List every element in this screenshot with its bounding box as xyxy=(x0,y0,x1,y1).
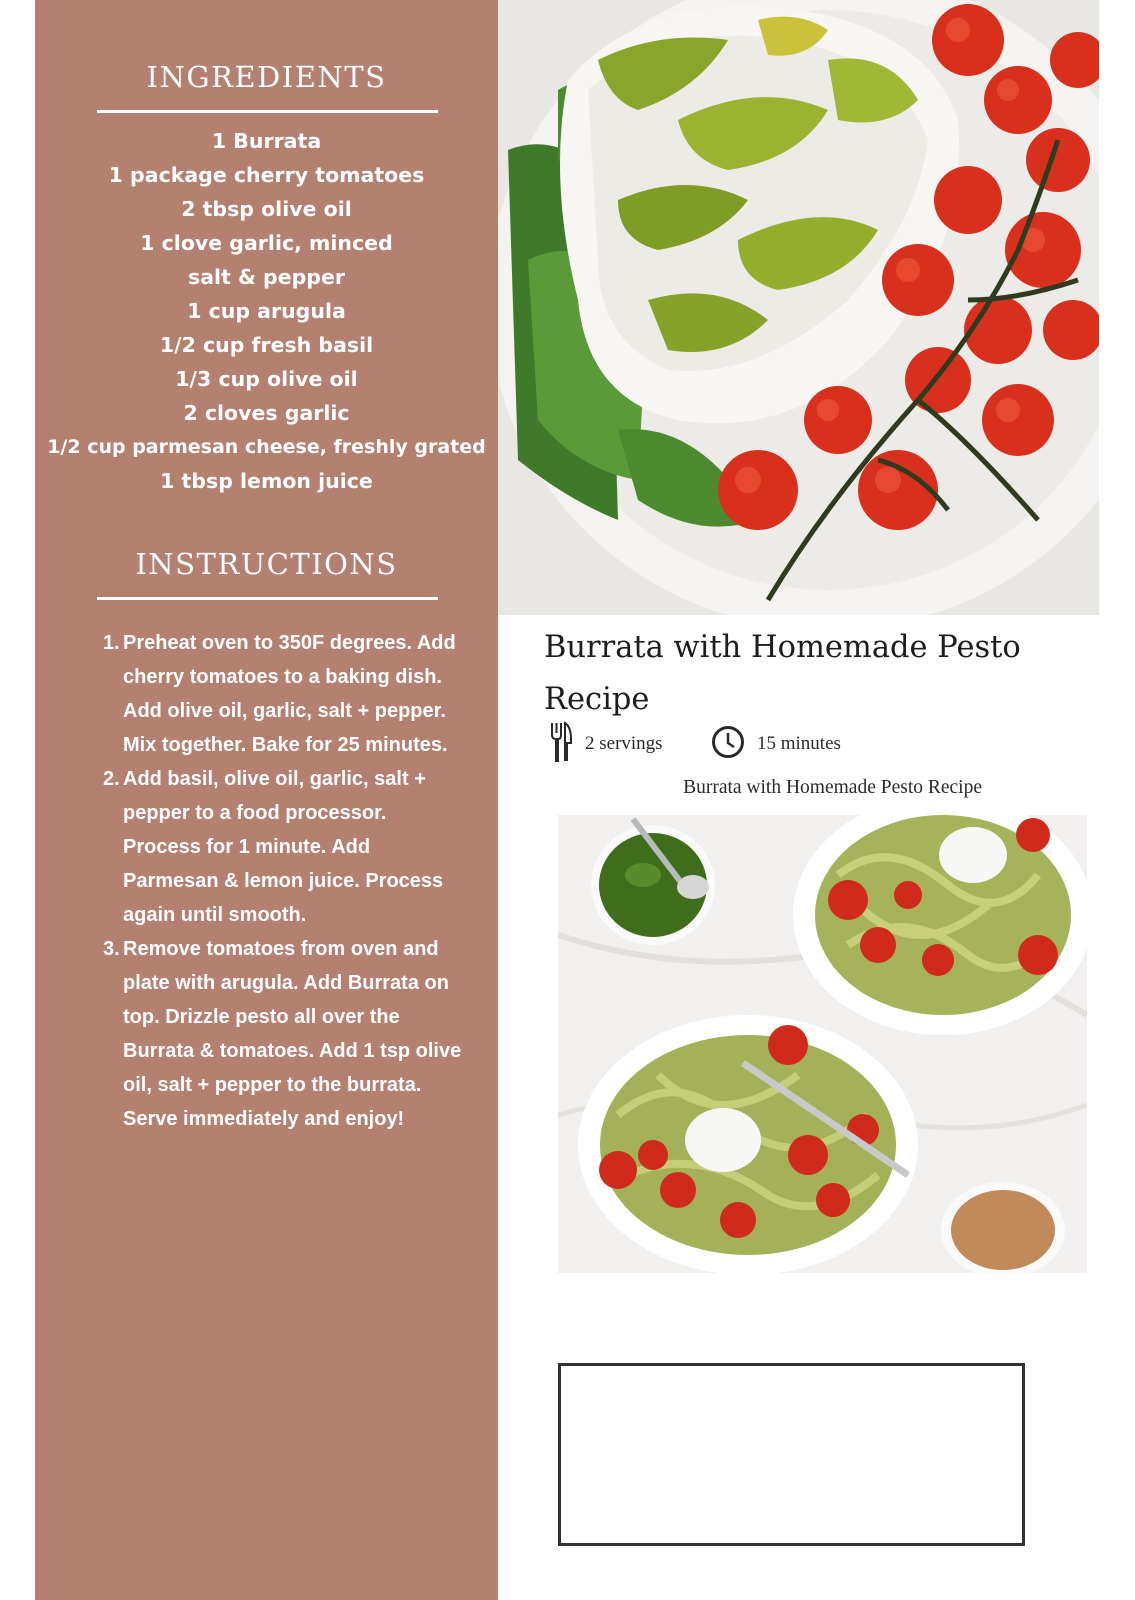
time-info xyxy=(711,722,841,766)
step-text: Remove tomatoes from oven and plate with arugula. Add Burrata on top. Drizzle pesto all over the Burrata & tomatoes. Add 1 tsp olive oil, salt + pepper to the burrata. Serve immediately and enjoy! xyxy=(123,938,462,1130)
burrata-photo xyxy=(498,0,1099,615)
ingredients-divider xyxy=(97,110,438,113)
recipe-sidebar xyxy=(35,0,498,1600)
ingredient-item: 2 tbsp olive oil xyxy=(181,197,352,221)
step-number: 2. xyxy=(103,768,120,790)
servings-info xyxy=(549,722,663,766)
step-text: Add basil, olive oil, garlic, salt + pepper to a food processor. Process for 1 minute. Add Parmesan & lemon juice. Process again until smooth. xyxy=(123,768,444,926)
ingredients-heading: INGREDIENTS xyxy=(146,60,387,94)
ingredient-item: 1/2 cup parmesan cheese, freshly grated xyxy=(47,436,486,458)
step-text: Preheat oven to 350F degrees. Add cherry tomatoes to a baking dish. Add olive oil, garlic, salt + pepper. Mix together. Bake for 25 minutes. xyxy=(123,632,456,756)
fork-knife-icon xyxy=(549,721,573,767)
step-number: 1. xyxy=(103,632,120,654)
ingredient-item: 1 tbsp lemon juice xyxy=(160,469,373,493)
ingredient-item: 1/3 cup olive oil xyxy=(175,367,358,391)
instructions-heading: INSTRUCTIONS xyxy=(135,547,398,581)
ingredient-item: 1 clove garlic, minced xyxy=(140,231,393,255)
ingredient-item: 1 cup arugula xyxy=(187,299,346,323)
photo-caption: Burrata with Homemade Pesto Recipe xyxy=(683,777,982,798)
ingredients-list xyxy=(35,124,498,498)
ingredient-item: 2 cloves garlic xyxy=(183,401,350,425)
servings-text: 2 servings xyxy=(585,733,663,754)
recipe-title: Burrata with Homemade Pesto Recipe xyxy=(544,630,1021,717)
ingredient-item: 1 package cherry tomatoes xyxy=(108,163,425,187)
pesto-pasta-photo xyxy=(558,815,1087,1273)
clock-icon xyxy=(711,725,745,763)
instruction-step xyxy=(103,626,463,762)
instructions-list xyxy=(103,626,463,1136)
ingredient-item: 1/2 cup fresh basil xyxy=(159,333,374,357)
ingredient-item: 1 Burrata xyxy=(211,129,322,153)
instruction-step xyxy=(103,932,463,1136)
step-number: 3. xyxy=(103,938,120,960)
instruction-step xyxy=(103,762,463,932)
notes-box xyxy=(558,1363,1025,1546)
time-text: 15 minutes xyxy=(757,733,841,754)
ingredient-item: salt & pepper xyxy=(188,265,345,289)
instructions-divider xyxy=(97,597,438,600)
